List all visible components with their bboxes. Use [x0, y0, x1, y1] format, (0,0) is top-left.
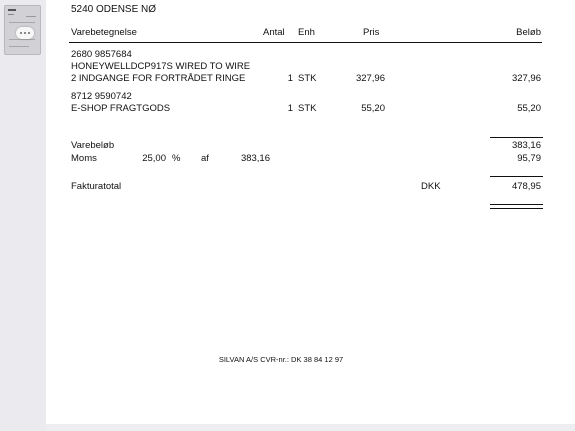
header-rule [69, 42, 542, 43]
company-footer: SILVAN A/S CVR-nr.: DK 38 84 12 97 [218, 355, 344, 364]
page-thumbnail[interactable] [4, 5, 41, 55]
item-description-line1: HONEYWELLDCP917S WIRED TO WIRE [71, 61, 251, 72]
item-unit: STK [298, 103, 317, 114]
more-options-icon[interactable] [16, 27, 34, 39]
item-amount: 327,96 [511, 73, 541, 84]
vat-label: Moms [71, 153, 97, 164]
subtotal-label: Varebeløb [71, 140, 115, 151]
item-codes: 8712 9590742 [71, 91, 132, 102]
item-quantity: 1 [287, 73, 293, 84]
item-description-line1: E-SHOP FRAGTGODS [71, 103, 171, 114]
double-rule-bottom [490, 208, 543, 209]
address-city-line: 5240 ODENSE NØ [71, 4, 157, 15]
item-price: 55,20 [361, 103, 385, 114]
total-value: 478,95 [511, 181, 541, 192]
viewer-bottom-margin [46, 424, 575, 431]
header-amount: Beløb [516, 27, 541, 38]
item-description-line2: 2 INDGANGE FOR FORTRÅDET RINGE [71, 73, 246, 84]
thumbnail-rule [9, 39, 35, 40]
vat-of-label: af [201, 153, 209, 164]
item-unit: STK [298, 73, 317, 84]
currency-code: DKK [421, 181, 441, 192]
item-codes: 2680 9857684 [71, 49, 132, 60]
subtotal-rule [490, 137, 543, 138]
vat-rate: 25,00 [142, 153, 166, 164]
dot [24, 32, 26, 34]
thumbnail-text-mark [8, 14, 14, 15]
thumbnail-sidebar [0, 0, 46, 431]
vat-base: 383,16 [240, 153, 270, 164]
item-price: 327,96 [355, 73, 385, 84]
thumbnail-rule [9, 22, 35, 23]
header-unit: Enh [298, 27, 315, 38]
total-label: Fakturatotal [71, 181, 122, 192]
vat-value: 95,79 [517, 153, 541, 164]
dot [28, 32, 30, 34]
item-quantity: 1 [287, 103, 293, 114]
vat-percent-sign: % [172, 153, 181, 164]
item-amount: 55,20 [517, 103, 541, 114]
header-quantity: Antal [263, 27, 285, 38]
invoice-page [46, 0, 575, 424]
thumbnail-text-mark [26, 16, 36, 17]
subtotal-value: 383,16 [511, 140, 541, 151]
header-price: Pris [363, 27, 380, 38]
thumbnail-logo-mark [8, 9, 16, 11]
thumbnail-rule [9, 46, 29, 47]
double-rule-top [490, 204, 543, 205]
header-description: Varebetegnelse [71, 27, 137, 38]
dot [20, 32, 22, 34]
total-rule [490, 176, 543, 177]
